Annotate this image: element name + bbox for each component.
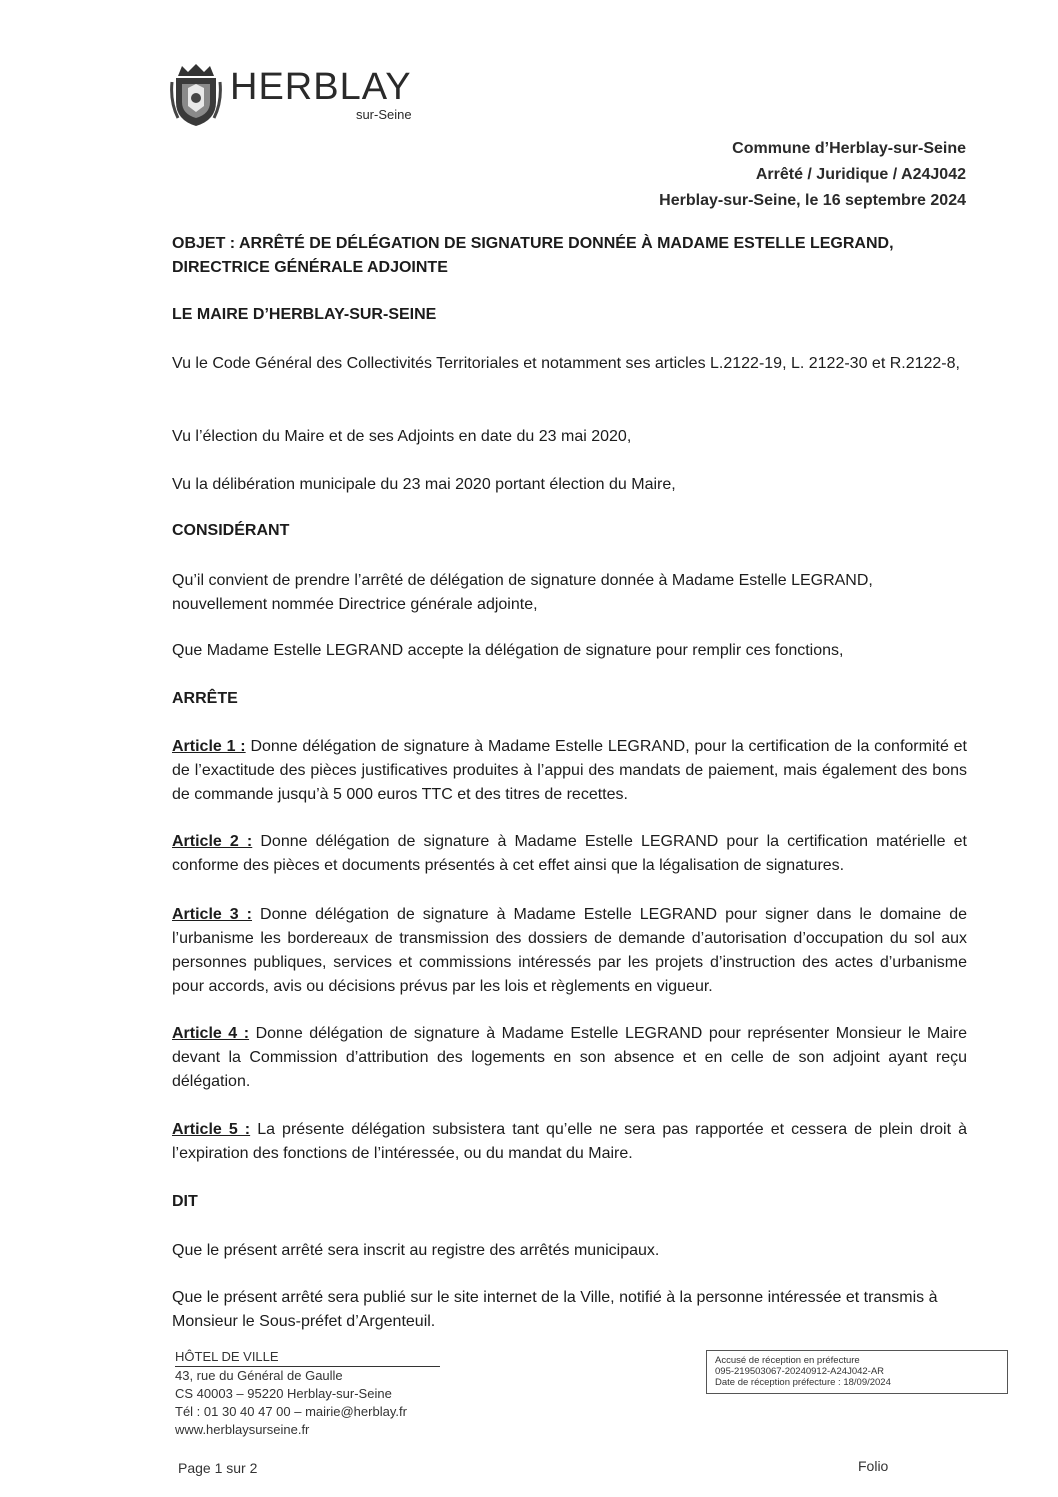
dit-paragraph-2: Que le présent arrêté sera publié sur le site internet de la Ville, notifié à la personne intéressée et transmis à Monsieur le Sous-préfet d’Argenteuil. [172,1289,938,1330]
article-label: Article 5 : [172,1121,251,1138]
place-date: Herblay-sur-Seine, le 16 septembre 2024 [659,192,966,209]
article-label: Article 1 : [172,738,246,755]
address-city: CS 40003 – 95220 Herblay-sur-Seine [175,1386,392,1401]
logo-subtitle: sur-Seine [355,107,412,122]
address-website: www.herblaysurseine.fr [175,1422,310,1437]
article-label: Article 4 : [172,1025,250,1042]
dit-paragraph-1: Que le présent arrêté sera inscrit au registre des arrêtés municipaux. [172,1242,660,1259]
receipt-line-2: 095-219503067-20240912-A24J042-AR [715,1366,885,1377]
maire-heading: LE MAIRE D’HERBLAY-SUR-SEINE [172,306,437,323]
article-1 [172,735,967,807]
document-header [659,136,966,214]
article-label: Article 2 : [172,833,253,850]
article-text: Donne délégation de signature à Madame Estelle LEGRAND pour la certification matérielle et conforme des pièces et documents présentés à cet effet ainsi que la légalisation de signatures. [172,833,967,874]
article-3 [172,903,967,999]
vu-paragraph-3: Vu la délibération municipale du 23 mai 2020 portant élection du Maire, [172,476,676,493]
article-4 [172,1022,967,1094]
dit-heading: DIT [172,1193,198,1210]
arrete-reference: Arrêté / Juridique / A24J042 [755,166,966,183]
considerant-paragraph-1: Qu’il convient de prendre l’arrêté de délégation de signature donnée à Madame Estelle LEGRAND, nouvellement nommée Directrice générale adjointe, [172,572,873,613]
arrete-heading: ARRÊTE [172,690,238,707]
receipt-line-3: Date de réception préfecture : 18/09/2024 [715,1377,891,1388]
vu-paragraph-2: Vu l’élection du Maire et de ses Adjoints en date du 23 mai 2020, [172,428,632,445]
article-5 [172,1118,967,1166]
article-2 [172,830,967,878]
vu-paragraph-1: Vu le Code Général des Collectivités Territoriales et notamment ses articles L.2122-19, L. 2122-30 et R.2122-8, [172,355,960,372]
considerant-paragraph-2: Que Madame Estelle LEGRAND accepte la délégation de signature pour remplir ces fonctions, [172,642,844,659]
address-contact: Tél : 01 30 40 47 00 – mairie@herblay.fr [175,1404,407,1419]
city-crest-icon [170,62,222,128]
prefecture-receipt-stamp [706,1350,1008,1394]
article-text: Donne délégation de signature à Madame Estelle LEGRAND pour signer dans le domaine de l’urbanisme les bordereaux de transmission des dossiers de demande d’autorisation d’occupation du sol aux personnes publiques, services et commissions intéressés par les projets d’instruction des actes d’urbanisme pour accords, avis ou décisions prévus par les lois et règlements en vigueur. [172,906,967,995]
article-text: La présente délégation subsistera tant qu’elle ne sera pas rapportée et cessera de plein droit à l’expiration des fonctions de l’intéressée, ou du mandat du Maire. [172,1121,967,1162]
considerant-heading: CONSIDÉRANT [172,522,290,539]
receipt-line-1: Accusé de réception en préfecture [715,1355,860,1366]
article-label: Article 3 : [172,906,253,923]
objet-title: OBJET : ARRÊTÉ DE DÉLÉGATION DE SIGNATURE DONNÉE À MADAME ESTELLE LEGRAND, DIRECTRICE GÉNÉRALE ADJOINTE [172,235,894,276]
article-text: Donne délégation de signature à Madame Estelle LEGRAND pour représenter Monsieur le Maire devant la Commission d’attribution des logements en son absence et en celle de son adjoint ayant reçu délégation. [172,1025,968,1090]
address-street: 43, rue du Général de Gaulle [175,1368,343,1383]
logo-name: HERBLAY [230,66,412,108]
article-text: Donne délégation de signature à Madame Estelle LEGRAND, pour la certification de la conformité et de l’exactitude des pièces justificatives produites à l’appui des mandats de paiement, mais également des bons de commande jusqu’à 5 000 euros TTC et des titres de recettes. [172,738,967,803]
address-title: HÔTEL DE VILLE [175,1348,440,1367]
footer-address [175,1348,440,1439]
herblay-logo [170,62,412,128]
folio-label: Folio [858,1458,889,1474]
commune-name: Commune d’Herblay-sur-Seine [732,140,966,157]
page-number: Page 1 sur 2 [178,1460,258,1476]
